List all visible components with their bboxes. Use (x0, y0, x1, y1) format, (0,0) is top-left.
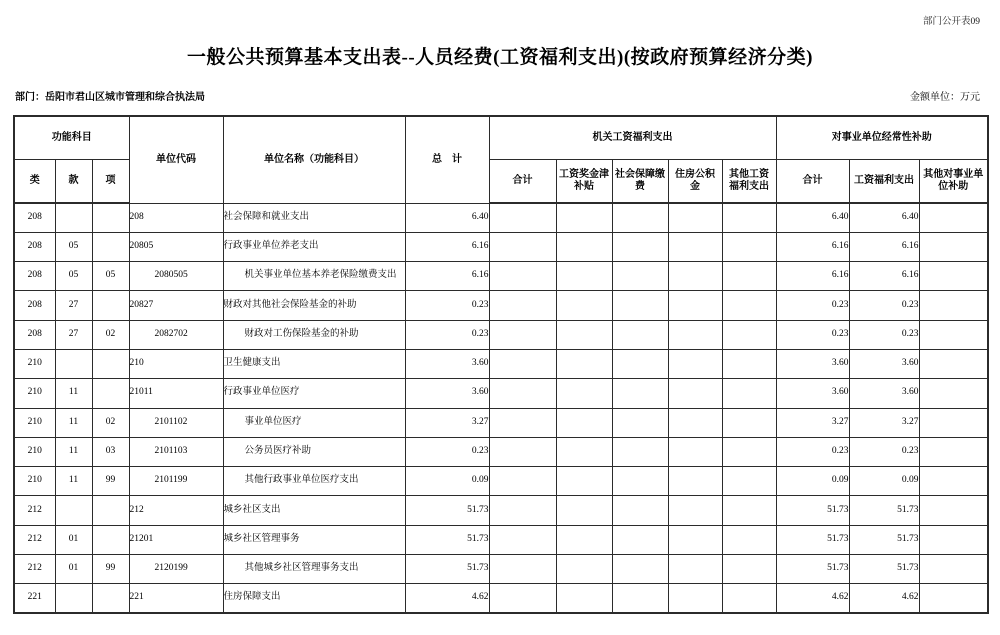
cell-class: 221 (14, 584, 55, 613)
cell-org-subtotal (489, 555, 556, 584)
cell-inst-wage-welfare: 0.09 (849, 467, 919, 496)
cell-unit-code: 21011 (129, 379, 223, 408)
cell-org-subtotal (489, 262, 556, 291)
cell-housing-fund (668, 555, 722, 584)
cell-section: 05 (55, 262, 92, 291)
cell-social-security (612, 555, 668, 584)
cell-inst-subtotal: 0.23 (776, 320, 849, 349)
cell-class: 210 (14, 437, 55, 466)
cell-class: 208 (14, 291, 55, 320)
cell-total: 0.23 (405, 437, 489, 466)
table-row (14, 349, 988, 378)
cell-org-subtotal (489, 379, 556, 408)
cell-inst-subtotal: 3.60 (776, 379, 849, 408)
cell-org-subtotal (489, 437, 556, 466)
cell-total: 3.60 (405, 349, 489, 378)
cell-inst-other-subsidy (919, 496, 988, 525)
cell-housing-fund (668, 467, 722, 496)
cell-item: 03 (92, 437, 129, 466)
cell-org-other-wage (722, 349, 776, 378)
cell-class: 210 (14, 349, 55, 378)
cell-org-subtotal (489, 525, 556, 554)
header-row-groups (14, 116, 988, 160)
cell-inst-subtotal: 4.62 (776, 584, 849, 613)
cell-unit-name: 城乡社区支出 (223, 496, 405, 525)
cell-item (92, 584, 129, 613)
cell-inst-subtotal: 0.09 (776, 467, 849, 496)
cell-inst-wage-welfare: 0.23 (849, 320, 919, 349)
cell-inst-other-subsidy (919, 379, 988, 408)
cell-unit-code: 2080505 (129, 262, 223, 291)
cell-wage-bonus-allowance (556, 320, 612, 349)
table-row (14, 437, 988, 466)
cell-housing-fund (668, 320, 722, 349)
cell-social-security (612, 349, 668, 378)
cell-unit-code: 21201 (129, 525, 223, 554)
cell-inst-other-subsidy (919, 555, 988, 584)
cell-inst-wage-welfare: 51.73 (849, 525, 919, 554)
table-row (14, 496, 988, 525)
cell-item (92, 379, 129, 408)
cell-total: 6.40 (405, 203, 489, 232)
cell-unit-code: 20805 (129, 232, 223, 261)
cell-section (55, 203, 92, 232)
budget-table (13, 115, 989, 614)
meta-row (15, 88, 980, 102)
cell-class: 212 (14, 555, 55, 584)
cell-wage-bonus-allowance (556, 262, 612, 291)
table-row (14, 232, 988, 261)
cell-inst-wage-welfare: 3.60 (849, 379, 919, 408)
cell-social-security (612, 203, 668, 232)
cell-item: 99 (92, 555, 129, 584)
cell-section: 01 (55, 525, 92, 554)
cell-inst-other-subsidy (919, 232, 988, 261)
cell-inst-subtotal: 51.73 (776, 496, 849, 525)
cell-unit-name: 其他城乡社区管理事务支出 (223, 555, 405, 584)
cell-total: 4.62 (405, 584, 489, 613)
cell-total: 0.09 (405, 467, 489, 496)
cell-org-other-wage (722, 467, 776, 496)
cell-inst-other-subsidy (919, 262, 988, 291)
cell-item (92, 496, 129, 525)
cell-inst-other-subsidy (919, 203, 988, 232)
cell-unit-code: 2101102 (129, 408, 223, 437)
cell-org-subtotal (489, 496, 556, 525)
header-housing-fund: 住房公积金 (668, 160, 722, 204)
department-label: 部门：岳阳市君山区城市管理和综合执法局 (15, 92, 205, 103)
table-row (14, 320, 988, 349)
cell-housing-fund (668, 379, 722, 408)
cell-inst-wage-welfare: 0.23 (849, 291, 919, 320)
cell-unit-name: 其他行政事业单位医疗支出 (223, 467, 405, 496)
cell-item (92, 525, 129, 554)
cell-inst-other-subsidy (919, 467, 988, 496)
cell-unit-name: 行政事业单位医疗 (223, 379, 405, 408)
cell-inst-other-subsidy (919, 291, 988, 320)
cell-section: 05 (55, 232, 92, 261)
cell-housing-fund (668, 584, 722, 613)
cell-inst-other-subsidy (919, 584, 988, 613)
cell-section: 11 (55, 408, 92, 437)
cell-org-subtotal (489, 408, 556, 437)
cell-section: 11 (55, 379, 92, 408)
cell-section (55, 584, 92, 613)
cell-org-subtotal (489, 232, 556, 261)
page-title: 一般公共预算基本支出表--人员经费(工资福利支出)(按政府预算经济分类) (187, 47, 813, 68)
cell-social-security (612, 320, 668, 349)
cell-social-security (612, 408, 668, 437)
cell-class: 210 (14, 408, 55, 437)
cell-org-other-wage (722, 262, 776, 291)
header-class: 类 (14, 160, 55, 204)
cell-class: 208 (14, 320, 55, 349)
cell-total: 3.27 (405, 408, 489, 437)
cell-wage-bonus-allowance (556, 379, 612, 408)
cell-housing-fund (668, 262, 722, 291)
cell-section: 01 (55, 555, 92, 584)
header-inst-subsidy-group: 对事业单位经常性补助 (776, 116, 988, 160)
cell-org-other-wage (722, 379, 776, 408)
table-row (14, 291, 988, 320)
cell-inst-wage-welfare: 6.40 (849, 203, 919, 232)
cell-inst-other-subsidy (919, 408, 988, 437)
cell-inst-subtotal: 0.23 (776, 437, 849, 466)
cell-housing-fund (668, 525, 722, 554)
header-inst-subtotal: 合计 (776, 160, 849, 204)
cell-total: 51.73 (405, 555, 489, 584)
cell-inst-wage-welfare: 3.60 (849, 349, 919, 378)
cell-item (92, 203, 129, 232)
cell-section: 11 (55, 467, 92, 496)
cell-class: 212 (14, 496, 55, 525)
cell-unit-code: 221 (129, 584, 223, 613)
cell-wage-bonus-allowance (556, 408, 612, 437)
cell-inst-wage-welfare: 6.16 (849, 232, 919, 261)
header-social-security: 社会保障缴费 (612, 160, 668, 204)
cell-section (55, 496, 92, 525)
table-row (14, 555, 988, 584)
cell-total: 3.60 (405, 379, 489, 408)
cell-housing-fund (668, 349, 722, 378)
header-func-group: 功能科目 (14, 116, 129, 160)
cell-wage-bonus-allowance (556, 437, 612, 466)
header-section: 款 (55, 160, 92, 204)
cell-total: 6.16 (405, 232, 489, 261)
cell-social-security (612, 291, 668, 320)
amount-unit-label: 金额单位：万元 (910, 92, 980, 103)
cell-section: 11 (55, 437, 92, 466)
cell-inst-wage-welfare: 3.27 (849, 408, 919, 437)
cell-inst-wage-welfare: 51.73 (849, 496, 919, 525)
cell-unit-code: 2120199 (129, 555, 223, 584)
cell-org-subtotal (489, 584, 556, 613)
cell-unit-name: 财政对其他社会保险基金的补助 (223, 291, 405, 320)
cell-section: 27 (55, 291, 92, 320)
cell-unit-code: 2082702 (129, 320, 223, 349)
cell-org-other-wage (722, 291, 776, 320)
cell-total: 0.23 (405, 320, 489, 349)
cell-unit-code: 20827 (129, 291, 223, 320)
cell-unit-name: 社会保障和就业支出 (223, 203, 405, 232)
table-row (14, 408, 988, 437)
cell-class: 210 (14, 379, 55, 408)
cell-unit-code: 2101199 (129, 467, 223, 496)
cell-org-other-wage (722, 320, 776, 349)
cell-wage-bonus-allowance (556, 291, 612, 320)
cell-inst-subtotal: 0.23 (776, 291, 849, 320)
cell-item: 05 (92, 262, 129, 291)
cell-inst-subtotal: 6.40 (776, 203, 849, 232)
cell-inst-wage-welfare: 6.16 (849, 262, 919, 291)
cell-org-other-wage (722, 496, 776, 525)
cell-inst-other-subsidy (919, 437, 988, 466)
cell-housing-fund (668, 437, 722, 466)
cell-item: 99 (92, 467, 129, 496)
cell-org-other-wage (722, 408, 776, 437)
cell-class: 208 (14, 262, 55, 291)
header-inst-wage-welfare: 工资福利支出 (849, 160, 919, 204)
cell-inst-subtotal: 6.16 (776, 232, 849, 261)
cell-unit-name: 财政对工伤保险基金的补助 (223, 320, 405, 349)
cell-unit-code: 2101103 (129, 437, 223, 466)
table-row (14, 203, 988, 232)
cell-wage-bonus-allowance (556, 525, 612, 554)
cell-unit-name: 行政事业单位养老支出 (223, 232, 405, 261)
cell-social-security (612, 437, 668, 466)
cell-wage-bonus-allowance (556, 496, 612, 525)
cell-wage-bonus-allowance (556, 203, 612, 232)
cell-org-other-wage (722, 203, 776, 232)
cell-org-subtotal (489, 291, 556, 320)
cell-org-subtotal (489, 467, 556, 496)
cell-inst-other-subsidy (919, 525, 988, 554)
header-item: 项 (92, 160, 129, 204)
cell-wage-bonus-allowance (556, 555, 612, 584)
header-wage-bonus-allowance: 工资奖金津补贴 (556, 160, 612, 204)
cell-wage-bonus-allowance (556, 467, 612, 496)
cell-total: 51.73 (405, 525, 489, 554)
cell-class: 208 (14, 232, 55, 261)
cell-item: 02 (92, 408, 129, 437)
cell-total: 0.23 (405, 291, 489, 320)
table-row (14, 525, 988, 554)
cell-inst-subtotal: 3.60 (776, 349, 849, 378)
doc-sheet-number: 部门公开表09 (922, 17, 980, 27)
cell-social-security (612, 232, 668, 261)
cell-inst-subtotal: 51.73 (776, 525, 849, 554)
header-unit-name: 单位名称（功能科目） (223, 116, 405, 203)
cell-section: 27 (55, 320, 92, 349)
cell-unit-name: 公务员医疗补助 (223, 437, 405, 466)
table-row (14, 379, 988, 408)
cell-section (55, 349, 92, 378)
cell-unit-name: 城乡社区管理事务 (223, 525, 405, 554)
header-total: 总 计 (405, 116, 489, 203)
cell-housing-fund (668, 408, 722, 437)
cell-inst-wage-welfare: 0.23 (849, 437, 919, 466)
table-row (14, 584, 988, 613)
budget-table-body (14, 203, 988, 613)
cell-org-other-wage (722, 555, 776, 584)
header-org-wage-group: 机关工资福利支出 (489, 116, 776, 160)
table-row (14, 262, 988, 291)
cell-social-security (612, 496, 668, 525)
cell-social-security (612, 262, 668, 291)
header-org-subtotal: 合计 (489, 160, 556, 204)
cell-housing-fund (668, 291, 722, 320)
cell-wage-bonus-allowance (556, 232, 612, 261)
cell-inst-subtotal: 3.27 (776, 408, 849, 437)
cell-org-subtotal (489, 320, 556, 349)
cell-housing-fund (668, 232, 722, 261)
cell-inst-wage-welfare: 4.62 (849, 584, 919, 613)
cell-inst-subtotal: 51.73 (776, 555, 849, 584)
header-inst-other-subsidy: 其他对事业单位补助 (919, 160, 988, 204)
cell-unit-name: 卫生健康支出 (223, 349, 405, 378)
cell-wage-bonus-allowance (556, 584, 612, 613)
table-row (14, 467, 988, 496)
cell-unit-name: 机关事业单位基本养老保险缴费支出 (223, 262, 405, 291)
cell-unit-code: 208 (129, 203, 223, 232)
cell-org-other-wage (722, 525, 776, 554)
cell-class: 210 (14, 467, 55, 496)
cell-housing-fund (668, 203, 722, 232)
cell-org-other-wage (722, 232, 776, 261)
cell-unit-code: 212 (129, 496, 223, 525)
cell-item (92, 291, 129, 320)
cell-item: 02 (92, 320, 129, 349)
cell-housing-fund (668, 496, 722, 525)
cell-unit-name: 住房保障支出 (223, 584, 405, 613)
cell-total: 51.73 (405, 496, 489, 525)
cell-unit-name: 事业单位医疗 (223, 408, 405, 437)
cell-org-subtotal (489, 349, 556, 378)
header-unit-code: 单位代码 (129, 116, 223, 203)
cell-unit-code: 210 (129, 349, 223, 378)
cell-org-other-wage (722, 584, 776, 613)
header-org-other-wage: 其他工资福利支出 (722, 160, 776, 204)
cell-item (92, 349, 129, 378)
cell-inst-subtotal: 6.16 (776, 262, 849, 291)
cell-total: 6.16 (405, 262, 489, 291)
cell-item (92, 232, 129, 261)
cell-inst-other-subsidy (919, 349, 988, 378)
cell-class: 212 (14, 525, 55, 554)
cell-org-subtotal (489, 203, 556, 232)
cell-inst-other-subsidy (919, 320, 988, 349)
cell-social-security (612, 525, 668, 554)
cell-wage-bonus-allowance (556, 349, 612, 378)
cell-social-security (612, 584, 668, 613)
cell-org-other-wage (722, 437, 776, 466)
cell-class: 208 (14, 203, 55, 232)
cell-social-security (612, 467, 668, 496)
cell-social-security (612, 379, 668, 408)
cell-inst-wage-welfare: 51.73 (849, 555, 919, 584)
